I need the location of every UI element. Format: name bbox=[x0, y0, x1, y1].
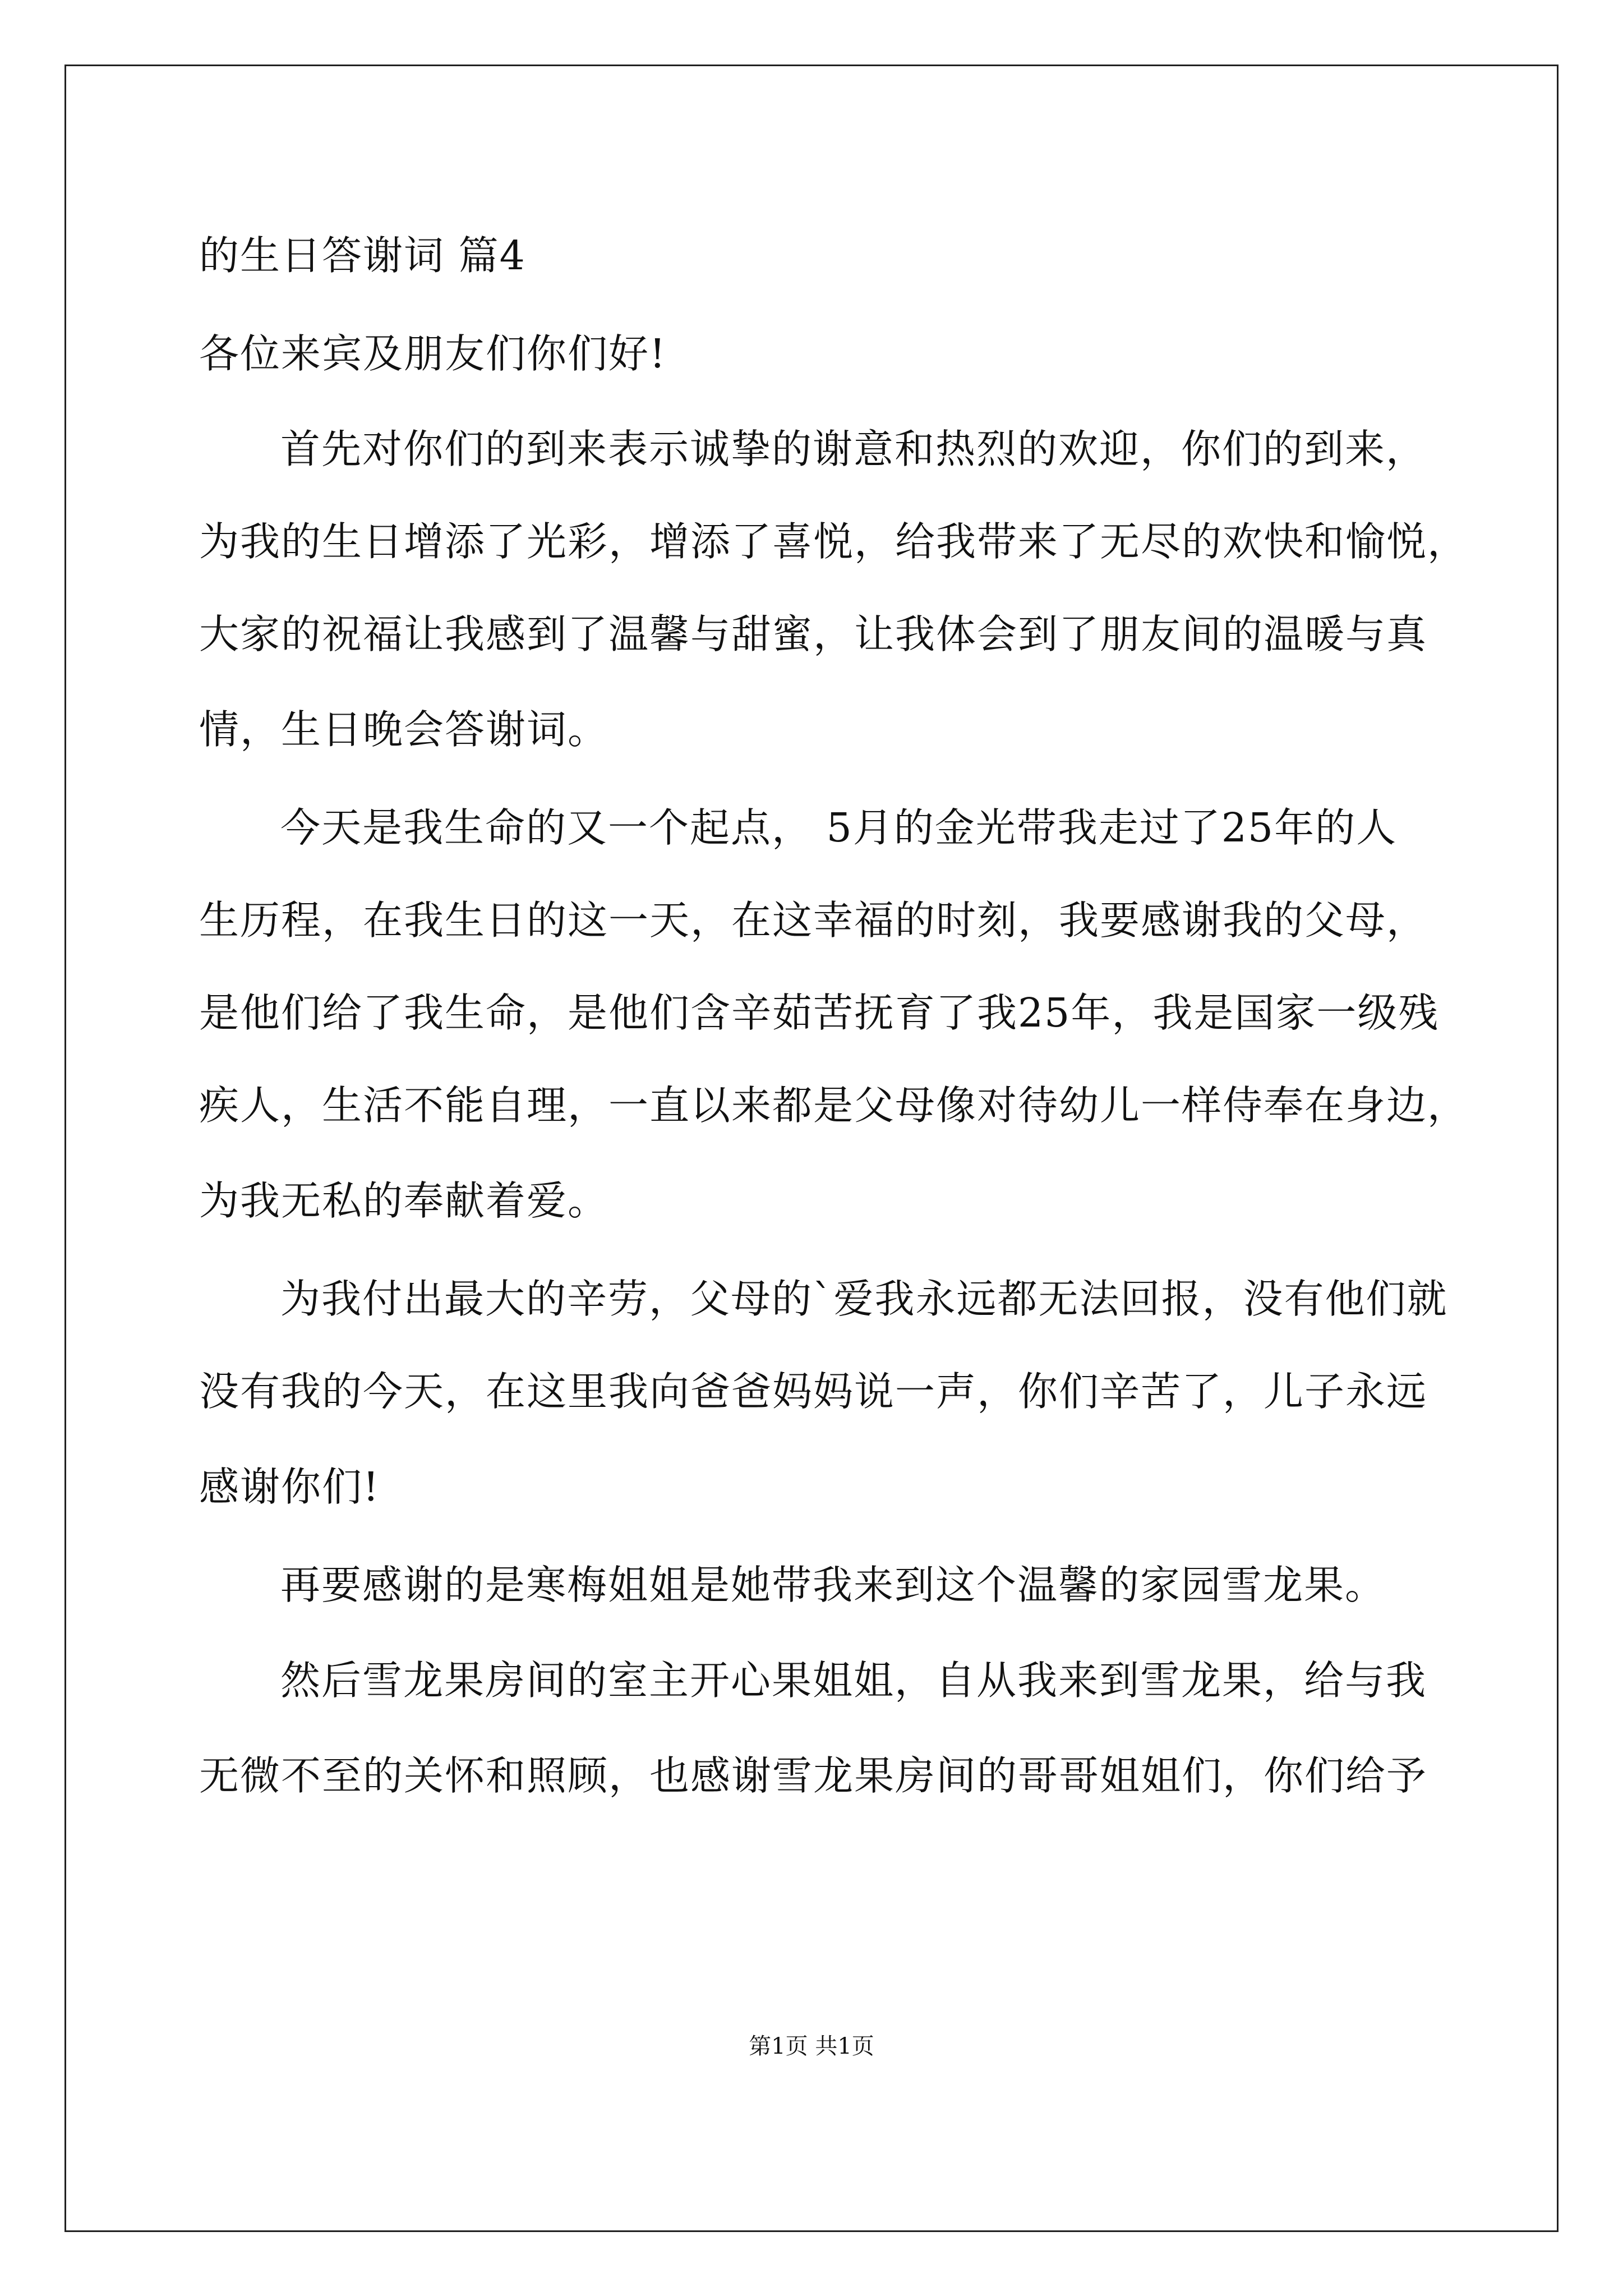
text-line: 感谢你们! bbox=[199, 1464, 380, 1510]
text-line: 没有我的今天，在这里我向爸爸妈妈说一声，你们辛苦了，儿子永远 bbox=[199, 1368, 1428, 1415]
text-line: 再要感谢的是寒梅姐姐是她带我来到这个温馨的家园雪龙果。 bbox=[280, 1562, 1386, 1608]
text-line-greeting: 各位来宾及朋友们你们好! bbox=[199, 330, 667, 377]
text-line: 大家的祝福让我感到了温馨与甜蜜，让我体会到了朋友间的温暖与真 bbox=[199, 611, 1428, 657]
text-line: 为我无私的奉献着爱。 bbox=[199, 1177, 609, 1224]
text-line: 然后雪龙果房间的室主开心果姐姐，自从我来到雪龙果，给与我 bbox=[280, 1657, 1427, 1704]
text-line: 生历程，在我生日的这一天，在这幸福的时刻，我要感谢我的父母， bbox=[199, 897, 1428, 944]
text-line: 情，生日晚会答谢词。 bbox=[199, 706, 609, 753]
text-line: 为我付出最大的辛劳，父母的`爱我永远都无法回报，没有他们就 bbox=[280, 1276, 1448, 1322]
page-footer: 第1页 共1页 bbox=[749, 2033, 874, 2059]
text-line: 疾人，生活不能自理，一直以来都是父母像对待幼儿一样侍奉在身边， bbox=[199, 1082, 1469, 1129]
text-line: 为我的生日增添了光彩，增添了喜悦，给我带来了无尽的欢快和愉悦， bbox=[199, 518, 1469, 565]
text-line: 是他们给了我生命，是他们含辛茹苦抚育了我25年，我是国家一级残 bbox=[199, 990, 1440, 1036]
document-title: 的生日答谢词 篇4 bbox=[199, 232, 526, 279]
text-line: 今天是我生命的又一个起点， 5月的金光带我走过了25年的人 bbox=[280, 804, 1398, 851]
text-line: 首先对你们的到来表示诚挚的谢意和热烈的欢迎，你们的到来， bbox=[280, 426, 1427, 472]
text-line: 无微不至的关怀和照顾，也感谢雪龙果房间的哥哥姐姐们，你们给予 bbox=[199, 1752, 1428, 1799]
page-border bbox=[64, 65, 1559, 2232]
